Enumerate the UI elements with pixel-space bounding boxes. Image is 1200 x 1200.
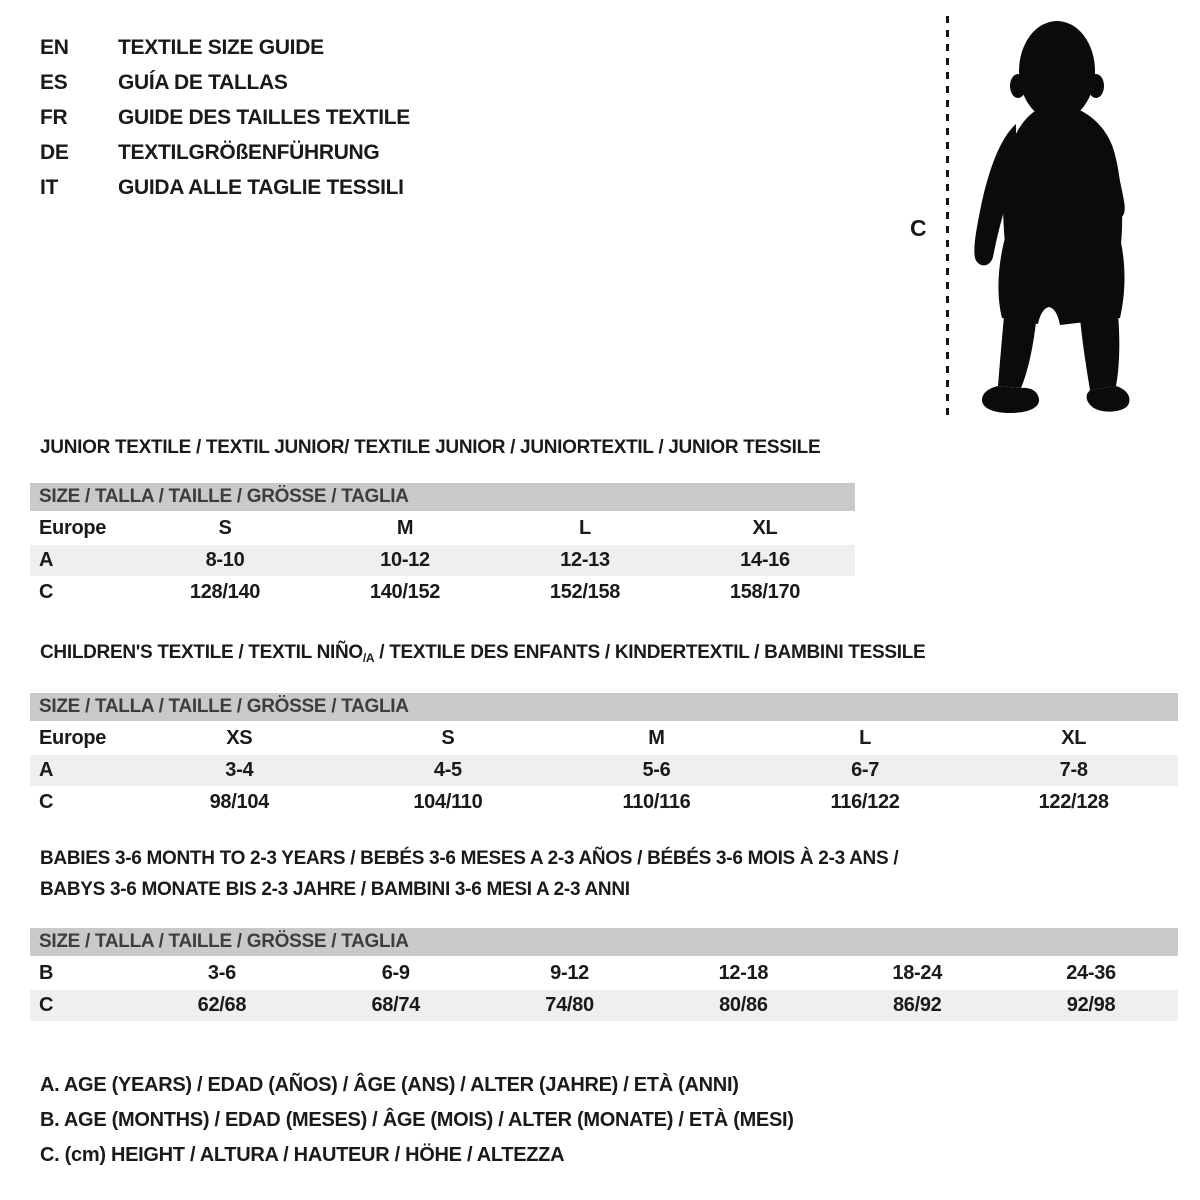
babies-section-title-line2: BABYS 3-6 MONATE BIS 2-3 JAHRE / BAMBINI 3-6 MESI A 2-3 ANNI: [40, 879, 630, 900]
legend-line-a: A. AGE (YEARS) / EDAD (AÑOS) / ÂGE (ANS) / ALTER (JAHRE) / ETÀ (ANNI): [40, 1074, 739, 1096]
children-size-table: [30, 693, 1178, 819]
babies-size-table: [30, 928, 1178, 1022]
junior-size-table: [30, 483, 855, 609]
table-cell: M: [396, 517, 414, 539]
table-header-bar: SIZE / TALLA / TAILLE / GRÖSSE / TAGLIA: [30, 693, 1178, 721]
table-cell: 8-10: [205, 549, 245, 571]
table-cell: 12-18: [718, 962, 769, 984]
table-cell: 3-4: [225, 759, 254, 781]
table-row: [30, 545, 855, 576]
table-cell: 12-13: [560, 549, 610, 571]
table-cell: 10-12: [380, 549, 430, 571]
children-section-title: CHILDREN'S TEXTILE / TEXTIL $NIÑO_{/A}$ / TEXTILE DES ENFANTS / KINDERTEXTIL / BAMBINI TESSILE: [40, 642, 926, 665]
table-cell: XL: [1061, 727, 1087, 749]
measure-c-label: C: [910, 215, 927, 241]
junior-section-title: JUNIOR TEXTILE / TEXTIL JUNIOR/ TEXTILE JUNIOR / JUNIORTEXTIL / JUNIOR TESSILE: [40, 437, 821, 458]
table-cell: 4-5: [433, 759, 462, 781]
language-title-list: [40, 30, 410, 205]
table-cell: 14-16: [740, 549, 790, 571]
table-row: [30, 755, 1178, 786]
table-cell: S: [441, 727, 455, 749]
language-code: EN: [40, 35, 69, 59]
table-cell: 128/140: [189, 581, 261, 603]
table-cell: 74/80: [545, 994, 594, 1016]
table-cell: 140/152: [369, 581, 441, 603]
table-cell: 62/68: [197, 994, 247, 1016]
list-item: [40, 170, 410, 205]
table-cell: 3-6: [207, 962, 236, 984]
measure-legend: [40, 1068, 794, 1173]
table-cell: 98/104: [209, 791, 269, 813]
row-label: C: [39, 994, 54, 1016]
table-cell: 110/116: [622, 791, 691, 813]
list-item: [40, 100, 410, 135]
row-label: Europe: [39, 727, 107, 749]
baby-silhouette-icon: [958, 15, 1138, 417]
table-cell: L: [859, 727, 872, 749]
guide-title: GUÍA DE TALLAS: [118, 70, 288, 94]
table-header-bar: SIZE / TALLA / TAILLE / GRÖSSE / TAGLIA: [30, 928, 1178, 956]
row-label: A: [39, 549, 54, 571]
table-cell: 158/170: [729, 581, 801, 603]
legend-line-b: B. AGE (MONTHS) / EDAD (MESES) / ÂGE (MOIS) / ALTER (MONATE) / ETÀ (MESI): [40, 1109, 794, 1131]
table-cell: 68/74: [371, 994, 421, 1016]
list-item: [40, 135, 410, 170]
height-measure-figure: [900, 10, 1160, 425]
table-cell: 80/86: [719, 994, 768, 1016]
table-cell: 92/98: [1066, 994, 1116, 1016]
table-row: [30, 513, 855, 544]
table-cell: 6-9: [381, 962, 410, 984]
table-cell: 5-6: [642, 759, 671, 781]
table-cell: 104/110: [413, 791, 483, 813]
language-code: ES: [40, 70, 68, 94]
legend-line-c: C. (cm) HEIGHT / ALTURA / HAUTEUR / HÖHE / ALTEZZA: [40, 1144, 565, 1166]
row-label: B: [39, 962, 54, 984]
row-label: A: [39, 759, 54, 781]
babies-section-title-line1: BABIES 3-6 MONTH TO 2-3 YEARS / BEBÉS 3-6 MESES A 2-3 AÑOS / BÉBÉS 3-6 MOIS À 2-3 ANS /: [40, 848, 899, 869]
table-cell: XL: [752, 517, 778, 539]
row-label: C: [39, 791, 54, 813]
language-code: IT: [40, 175, 59, 199]
table-cell: 18-24: [892, 962, 943, 984]
table-cell: 6-7: [851, 759, 880, 781]
table-row: [30, 577, 855, 608]
list-item: [40, 30, 410, 65]
language-code: FR: [40, 105, 68, 129]
language-code: DE: [40, 140, 69, 164]
table-row: [30, 958, 1178, 989]
guide-title: GUIDA ALLE TAGLIE TESSILI: [118, 175, 404, 199]
table-cell: 152/158: [549, 581, 621, 603]
dashed-measure-line: [946, 16, 949, 418]
table-row: [30, 990, 1178, 1021]
row-label: Europe: [39, 517, 107, 539]
list-item: [40, 65, 410, 100]
table-row: [30, 787, 1178, 818]
table-cell: 116/122: [830, 791, 900, 813]
table-cell: S: [218, 517, 232, 539]
nino-a-subscript: /A: [362, 651, 375, 665]
table-cell: 7-8: [1059, 759, 1088, 781]
table-cell: 9-12: [550, 962, 589, 984]
guide-title: GUIDE DES TAILLES TEXTILE: [118, 105, 410, 129]
table-header-bar: SIZE / TALLA / TAILLE / GRÖSSE / TAGLIA: [30, 483, 855, 511]
row-label: C: [39, 581, 54, 603]
table-cell: 24-36: [1066, 962, 1116, 984]
table-row: [30, 723, 1178, 754]
table-cell: M: [648, 727, 665, 749]
guide-title: TEXTILE SIZE GUIDE: [118, 35, 324, 59]
table-cell: 86/92: [892, 994, 942, 1016]
guide-title: TEXTILGRÖßENFÜHRUNG: [118, 140, 380, 164]
table-cell: L: [579, 517, 591, 539]
table-cell: XS: [226, 727, 253, 749]
table-cell: 122/128: [1038, 791, 1109, 813]
